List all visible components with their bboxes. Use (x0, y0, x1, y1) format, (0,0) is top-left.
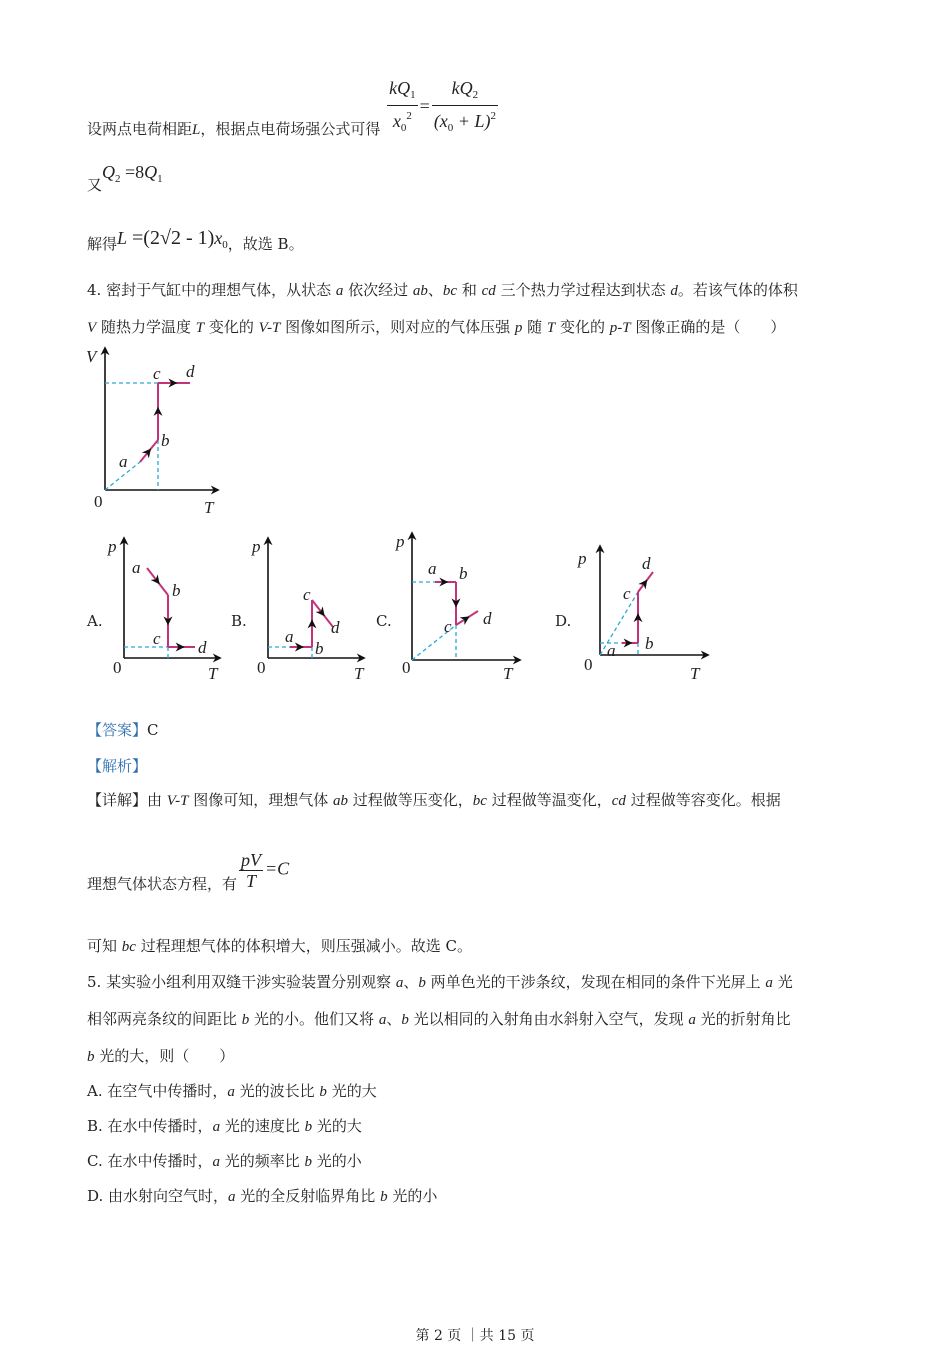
text-segment: 过程理想气体的体积增大，则压强减小。故选 C。 (135, 937, 472, 955)
q5-option-c[interactable] (87, 1151, 362, 1172)
option-d-label[interactable]: D. (555, 612, 572, 630)
sub: 0 (222, 239, 228, 251)
math-var: a (688, 1012, 696, 1028)
text-segment: 随热力学温度 (96, 318, 196, 336)
axis-label-p: p (578, 549, 587, 568)
process-segment (638, 581, 646, 592)
math-var: T (195, 320, 205, 336)
process-segment (140, 450, 150, 462)
text-segment: 过程做等容变化。根据 (625, 791, 781, 809)
process-segment (312, 600, 324, 615)
text-segment: C. 在水中传播时， (87, 1152, 213, 1170)
process-segment (646, 572, 653, 581)
den: (x (433, 111, 448, 131)
sup: 2 (490, 110, 496, 122)
process-segment (147, 568, 159, 583)
point-label-a: a (132, 558, 141, 577)
text-segment: 光的速度比 (220, 1117, 305, 1135)
den: x (392, 111, 401, 131)
text-segment: 光的大，则（ ） (94, 1047, 235, 1065)
text: 理想气体状态方程，有 (87, 874, 238, 893)
axis-label-t: T (354, 664, 364, 683)
var: x (214, 228, 223, 248)
process-segment (456, 617, 468, 625)
math-var: bc (442, 283, 458, 299)
math-var: T (546, 320, 556, 336)
math-var: bc (121, 939, 136, 955)
point-label-b: b (172, 581, 181, 600)
axis-label-t: T (503, 664, 513, 683)
text-segment: 【详解】由 (87, 791, 167, 809)
point-label-d: d (186, 362, 195, 381)
math-var: a (765, 975, 773, 991)
math-var: a (228, 1189, 236, 1205)
text-segment: 可知 (87, 937, 122, 955)
q5-option-d[interactable] (87, 1186, 437, 1207)
q5-stem-line-3 (87, 1046, 234, 1067)
axis-label-v: V (86, 347, 97, 366)
point-label-a: a (285, 627, 294, 646)
math-var: b (401, 1012, 409, 1028)
text-segment: 、 (386, 1010, 402, 1028)
text-segment: 、 (403, 973, 419, 991)
point-label-d: d (642, 554, 651, 573)
axis-label-p: p (252, 537, 261, 556)
sup: 2 (406, 110, 412, 122)
q5-option-a[interactable] (87, 1081, 377, 1102)
option-b-label[interactable]: B. (231, 612, 247, 630)
text-segment: 相邻两亮条纹的间距比 (87, 1010, 242, 1028)
math-var: p (514, 320, 523, 336)
point-label-d: d (198, 638, 207, 657)
text-segment: 光的大 (326, 1082, 377, 1100)
process-segment (159, 583, 168, 595)
math-var: V (87, 320, 97, 336)
text: 解得 (87, 235, 118, 253)
math-var: b (380, 1189, 388, 1205)
text-segment: 变化的 (204, 318, 259, 336)
math-var: bc (472, 793, 487, 809)
text-segment: 三个热力学过程达到状态 (495, 281, 671, 299)
origin-label: 0 (402, 658, 411, 677)
text-segment: 光的小。他们又将 (249, 1010, 379, 1028)
text-segment: D. 由水射向空气时， (87, 1187, 229, 1205)
point-label-c: c (444, 617, 452, 636)
text-segment: 4. 密封于气缸中的理想气体，从状态 (87, 281, 336, 299)
math-var: a (378, 1012, 387, 1028)
sub: 1 (410, 89, 416, 101)
var: L (192, 122, 201, 138)
math-var: b (319, 1084, 327, 1100)
sub: 0 (400, 122, 407, 134)
conclusion-line (87, 936, 472, 957)
sub: 2 (472, 89, 479, 101)
text-segment: 5. 某实验小组利用双缝干涉实验装置分别观察 (87, 973, 396, 991)
text: =8 (120, 162, 145, 182)
text-segment: 过程做等压变化， (348, 791, 473, 809)
point-label-b: b (459, 564, 468, 583)
math-var: b (241, 1012, 250, 1028)
text: ，根据点电荷场强公式可得 (200, 120, 381, 138)
q5-option-b[interactable] (87, 1116, 362, 1137)
origin-label: 0 (94, 492, 103, 511)
point-label-c: c (303, 585, 311, 604)
origin-label: 0 (257, 658, 266, 677)
text-segment: B. 在水中传播时， (87, 1117, 213, 1135)
math-var: b (304, 1119, 313, 1135)
point-label-c: c (623, 584, 631, 603)
text: 设两点电荷相距 (87, 120, 193, 138)
num: kQ (451, 78, 473, 98)
point-label-d: d (483, 609, 492, 628)
text-segment: 光的折射角比 (695, 1010, 791, 1028)
var: Q (102, 162, 116, 182)
text-segment: 变化的 (555, 318, 610, 336)
text-segment: 图像可知，理想气体 (188, 791, 334, 809)
expr: =(2√2 - 1) (127, 227, 215, 249)
point-label-c: c (153, 364, 161, 383)
text-segment: 过程做等温变化， (486, 791, 612, 809)
math-var: a (227, 1084, 235, 1100)
axis-label-t: T (208, 664, 218, 683)
text-segment: 光的大 (312, 1117, 362, 1135)
rhs: =C (265, 858, 290, 879)
math-var: b (304, 1154, 313, 1170)
q5-stem-line-2 (87, 1009, 791, 1030)
text-segment: 依次经过 (343, 281, 413, 299)
text-segment: 随 (522, 318, 547, 336)
den-rest: + L) (453, 111, 491, 131)
math-var: ab (333, 793, 349, 809)
text-segment: 光的频率比 (219, 1152, 305, 1170)
axis-label-t: T (204, 498, 214, 517)
text-segment: 光 (772, 973, 793, 991)
math-var: a (335, 283, 344, 299)
axis-label-t: T (690, 664, 700, 683)
process-segment (468, 611, 478, 617)
answer-label: 【答案】 (87, 721, 148, 739)
option-c-label[interactable]: C. (376, 612, 392, 630)
text-segment: 和 (457, 281, 482, 299)
text-segment: 光的小 (387, 1187, 438, 1205)
text-segment: 。若该气体的体积 (677, 281, 798, 299)
var: Q (144, 162, 158, 182)
text: ，故选 B。 (227, 235, 304, 253)
text: 又 (87, 176, 103, 194)
text-segment: A. 在空气中传播时， (87, 1082, 228, 1100)
point-label-a: a (119, 452, 128, 471)
math-var: d (670, 283, 678, 299)
text-segment: 图像正确的是（ ） (630, 318, 786, 336)
math-var: a (212, 1119, 221, 1135)
sub: 2 (115, 173, 121, 185)
state-equation-line (87, 850, 289, 891)
text-segment: 光的全反射临界角比 (235, 1187, 381, 1205)
math-var: b (87, 1049, 95, 1065)
math-var: ab (412, 283, 428, 299)
text-segment: 、 (427, 281, 443, 299)
q5-stem-line-1 (87, 972, 793, 993)
guide-dashed-line (600, 592, 638, 655)
point-label-c: c (153, 629, 161, 648)
process-segment (150, 440, 158, 450)
math-var: cd (481, 283, 496, 299)
math-var: cd (611, 793, 626, 809)
sub: 1 (157, 173, 163, 185)
option-a-label[interactable]: A. (87, 612, 103, 630)
math-var: a (395, 975, 404, 991)
point-label-b: b (645, 634, 654, 653)
sub: 0 (447, 122, 454, 134)
text-segment: 光的波长比 (234, 1082, 320, 1100)
math-var: b (418, 975, 426, 991)
math-var: V-T (166, 793, 189, 809)
num: pV (241, 850, 262, 870)
text-segment: 光的小 (312, 1152, 362, 1170)
analysis-label: 【解析】 (87, 757, 148, 775)
detail-line (87, 790, 781, 811)
axis-label-p: p (396, 532, 405, 551)
fraction-pv-t (239, 850, 263, 891)
math-var: V-T (258, 320, 281, 336)
math-var: p-T (609, 320, 631, 336)
page-footer: 第 2 页 ｜共 15 页 (415, 1328, 535, 1344)
point-label-b: b (315, 639, 324, 658)
point-label-d: d (331, 618, 340, 637)
origin-label: 0 (113, 658, 122, 677)
text-segment: 两单色光的干涉条纹，发现在相同的条件下光屏上 (425, 973, 766, 991)
point-label-a: a (428, 559, 437, 578)
text-segment: 图像如图所示，则对应的气体压强 (280, 318, 515, 336)
var: L (117, 228, 128, 248)
axis-label-p: p (108, 537, 117, 556)
text-segment: 光以相同的入射角由水斜射入空气，发现 (408, 1010, 689, 1028)
answer-line (87, 720, 159, 740)
den: T (246, 871, 257, 891)
origin-label: 0 (584, 655, 593, 674)
answer-value: C (147, 721, 159, 739)
equals: = (419, 96, 430, 116)
point-label-a: a (607, 641, 616, 660)
num: kQ (389, 78, 411, 98)
point-label-b: b (161, 431, 170, 450)
math-var: a (212, 1154, 220, 1170)
